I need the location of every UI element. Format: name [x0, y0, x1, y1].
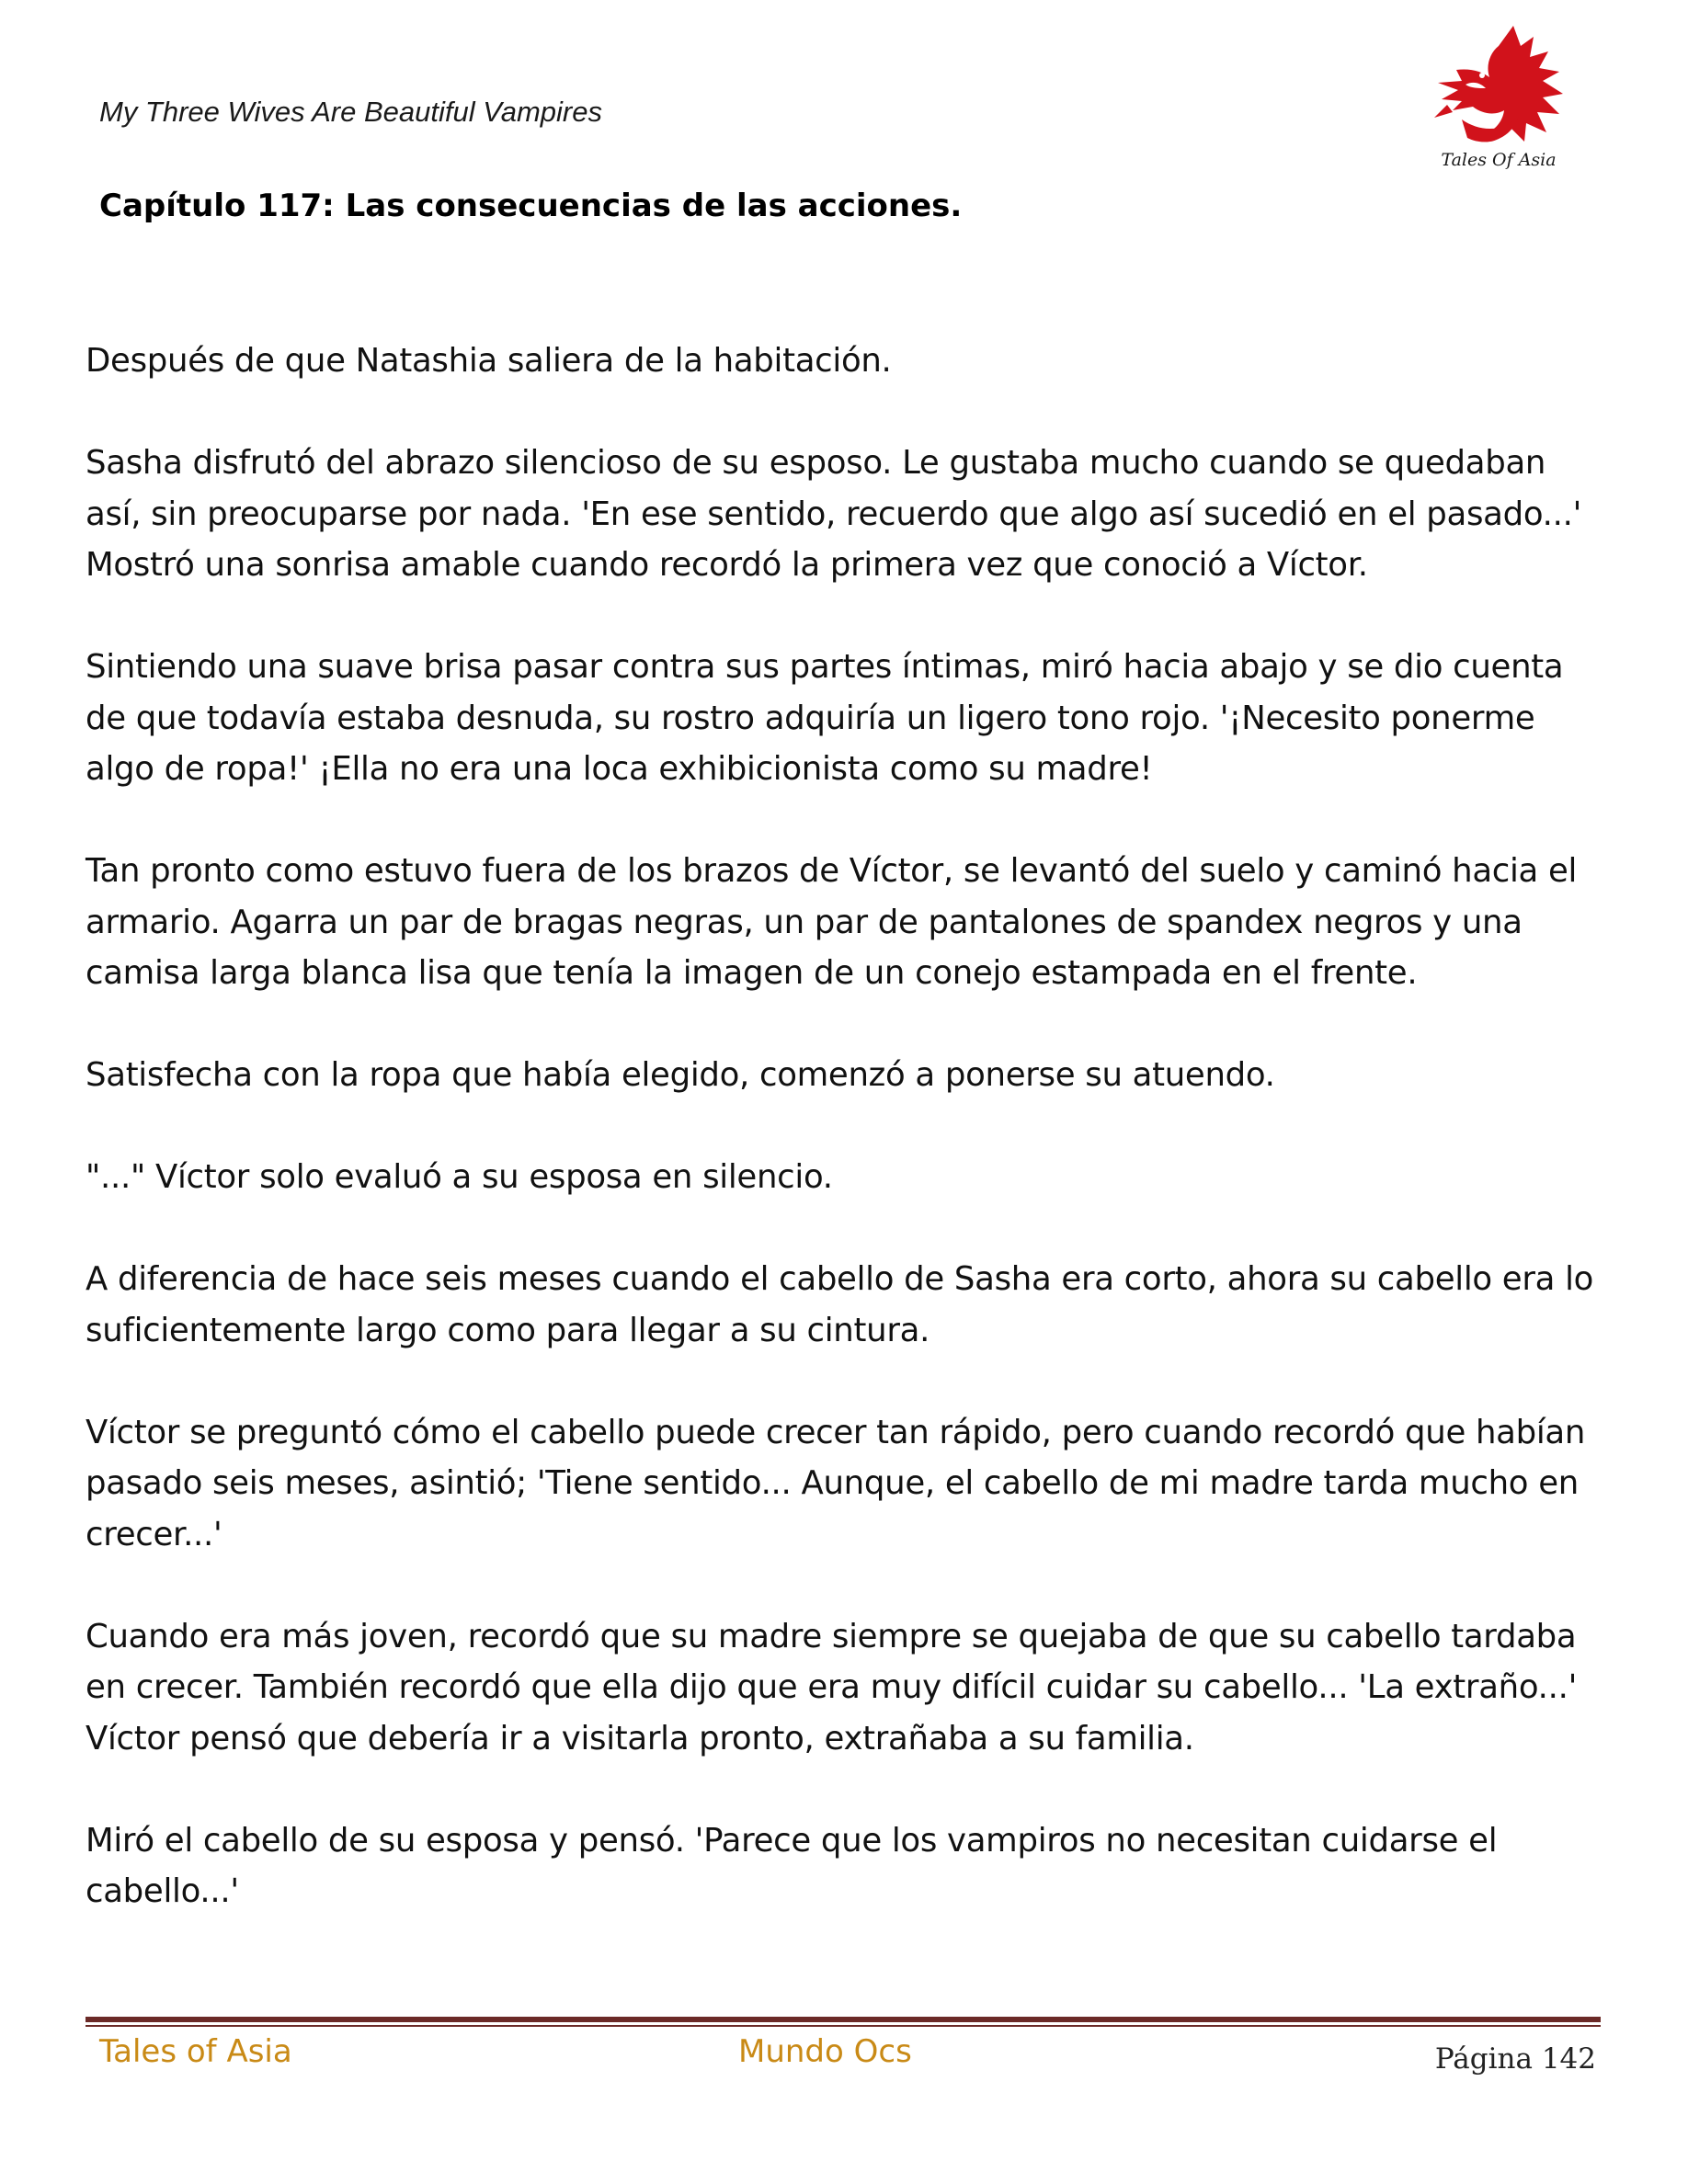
footer-publisher: Tales of Asia [99, 2033, 292, 2070]
paragraph: Sintiendo una suave brisa pasar contra sus partes íntimas, miró hacia abajo y se dio cuenta de que todavía estaba desnuda, su rostro adquiría un ligero tono rojo. '¡Necesito ponerme algo de ropa!' ¡Ella no era una loca exhibicionista como su madre! [86, 648, 1564, 788]
footer-divider [86, 2017, 1601, 2022]
footer-series: Mundo Ocs [738, 2033, 912, 2070]
paragraph: A diferencia de hace seis meses cuando el cabello de Sasha era corto, ahora su cabello era lo suficientemente largo como para llegar a su cintura. [86, 1260, 1594, 1349]
chapter-body [86, 336, 1602, 1968]
book-title: My Three Wives Are Beautiful Vampires [99, 96, 602, 128]
dragon-logo-icon [1425, 20, 1572, 181]
paragraph: Después de que Natashia saliera de la habitación. [86, 342, 892, 380]
page-number: Página 142 [1434, 2042, 1596, 2076]
paragraph: Satisfecha con la ropa que había elegido, comenzó a ponerse su atuendo. [86, 1056, 1275, 1094]
paragraph: Tan pronto como estuvo fuera de los brazos de Víctor, se levantó del suelo y caminó hacia el armario. Agarra un par de bragas negras, un par de pantalones de spandex negros y una camisa larga blanca lisa que tenía la imagen de un conejo estampada en el frente. [86, 852, 1578, 992]
footer-divider-thin [86, 2025, 1601, 2027]
paragraph: Víctor se preguntó cómo el cabello puede crecer tan rápido, pero cuando recordó que habían pasado seis meses, asintió; 'Tiene sentido... Aunque, el cabello de mi madre tarda mucho en crecer...' [86, 1413, 1586, 1553]
paragraph: Sasha disfrutó del abrazo silencioso de su esposo. Le gustaba mucho cuando se quedaban así, sin preocuparse por nada. 'En ese sentido, recuerdo que algo así sucedió en el pasado...' Mostró una sonrisa amable cuando recordó la primera vez que conoció a Víctor. [86, 444, 1582, 584]
logo-text: Tales Of Asia [1441, 150, 1557, 170]
chapter-title: Capítulo 117: Las consecuencias de las acciones. [99, 188, 963, 224]
paragraph: "..." Víctor solo evaluó a su esposa en silencio. [86, 1158, 833, 1196]
paragraph: Miró el cabello de su esposa y pensó. 'Parece que los vampiros no necesitan cuidarse el cabello...' [86, 1821, 1498, 1910]
paragraph: Cuando era más joven, recordó que su madre siempre se quejaba de que su cabello tardaba en crecer. También recordó que ella dijo que era muy difícil cuidar su cabello... 'La extraño...' Víctor pensó que debería ir a visitarla pronto, extrañaba a su familia. [86, 1617, 1578, 1757]
